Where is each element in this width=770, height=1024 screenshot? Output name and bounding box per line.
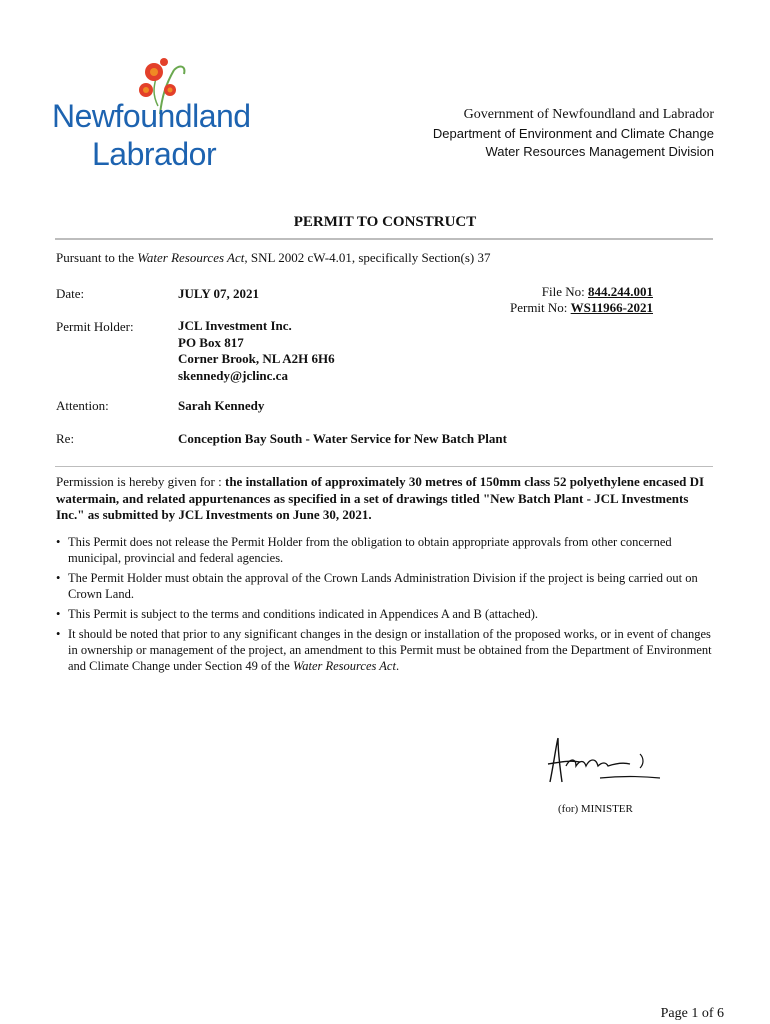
re-label: Re: (56, 431, 75, 446)
permit-number-label: Permit No: (509, 300, 571, 315)
holder-line: PO Box 817 (178, 334, 244, 350)
attention-value: Sarah Kennedy (178, 398, 265, 413)
condition-item (56, 626, 716, 674)
condition-text: It should be noted that prior to any significant changes in the design or installation of the proposed works, or in event of changes in ownership or management of the project, an amendment to this Permit must be obtained from the Department of Environment and Climate Change under Section 49 of the (68, 627, 712, 673)
condition-item: • This Permit is subject to the terms and conditions indicated in Appendices A and B (attached). (56, 606, 716, 622)
date-value: JULY 07, 2021 (178, 286, 260, 301)
condition-item: • The Permit Holder must obtain the approval of the Crown Lands Administration Division if the project is being carried out on Crown Land. (56, 570, 716, 602)
page-number: Page 1 of 6 (660, 1006, 724, 1021)
re-value: Conception Bay South - Water Service for New Batch Plant (178, 431, 507, 446)
pursuant-prefix: Pursuant to the (56, 250, 138, 265)
file-info (510, 284, 653, 316)
permission-prefix: Permission is hereby given for : (56, 474, 225, 489)
file-number-label: File No: (541, 284, 588, 299)
permit-number-row (510, 300, 653, 316)
minister-signature-icon (540, 732, 665, 792)
condition-item: • This Permit does not release the Permit Holder from the obligation to obtain appropriate approvals from other concerned municipal, provincial and federal agencies. (56, 534, 716, 566)
holder-line: JCL Investment Inc. (178, 318, 292, 333)
conditions-list (56, 534, 716, 678)
pursuant-act: Water Resources Act (137, 250, 245, 265)
holder-email: skennedy@jclinc.ca (178, 367, 288, 383)
permission-body: the installation of approximately 30 metres of 150mm class 52 polyethylene encased DI watermain, and related appurtenances as specified in a set of drawings titled "New Batch Plant - JCL Investments Inc." as submitted by JCL Investments on June 30, 2021. (56, 474, 705, 522)
division-name: Water Resources Management Division (485, 144, 714, 159)
logo-wordmark-newfoundland: Newfoundland (52, 98, 251, 134)
condition-suffix: . (395, 659, 400, 673)
attention-label: Attention: (56, 398, 109, 413)
permit-holder-label: Permit Holder: (56, 319, 134, 334)
permit-number: WS11966-2021 (570, 300, 653, 315)
file-number: 844.244.001 (588, 284, 653, 299)
title-divider (55, 238, 713, 240)
date-label: Date: (56, 286, 85, 301)
permission-statement (56, 474, 716, 524)
government-name: Government of Newfoundland and Labrador (463, 107, 714, 122)
department-name: Department of Environment and Climate Change (432, 126, 714, 141)
signature-caption: (for) MINISTER (558, 803, 633, 815)
condition-act: Water Resources Act (292, 659, 396, 673)
logo-wordmark-labrador: Labrador (92, 136, 217, 172)
pursuant-statement (56, 250, 490, 266)
pursuant-suffix: , SNL 2002 cW-4.01, specifically Section(s) 37 (244, 250, 491, 265)
document-title: PERMIT TO CONSTRUCT (293, 214, 477, 230)
holder-line: Corner Brook, NL A2H 6H6 (178, 351, 335, 366)
permit-holder-address (178, 318, 335, 384)
file-number-row (510, 284, 653, 300)
section-divider (55, 466, 713, 467)
